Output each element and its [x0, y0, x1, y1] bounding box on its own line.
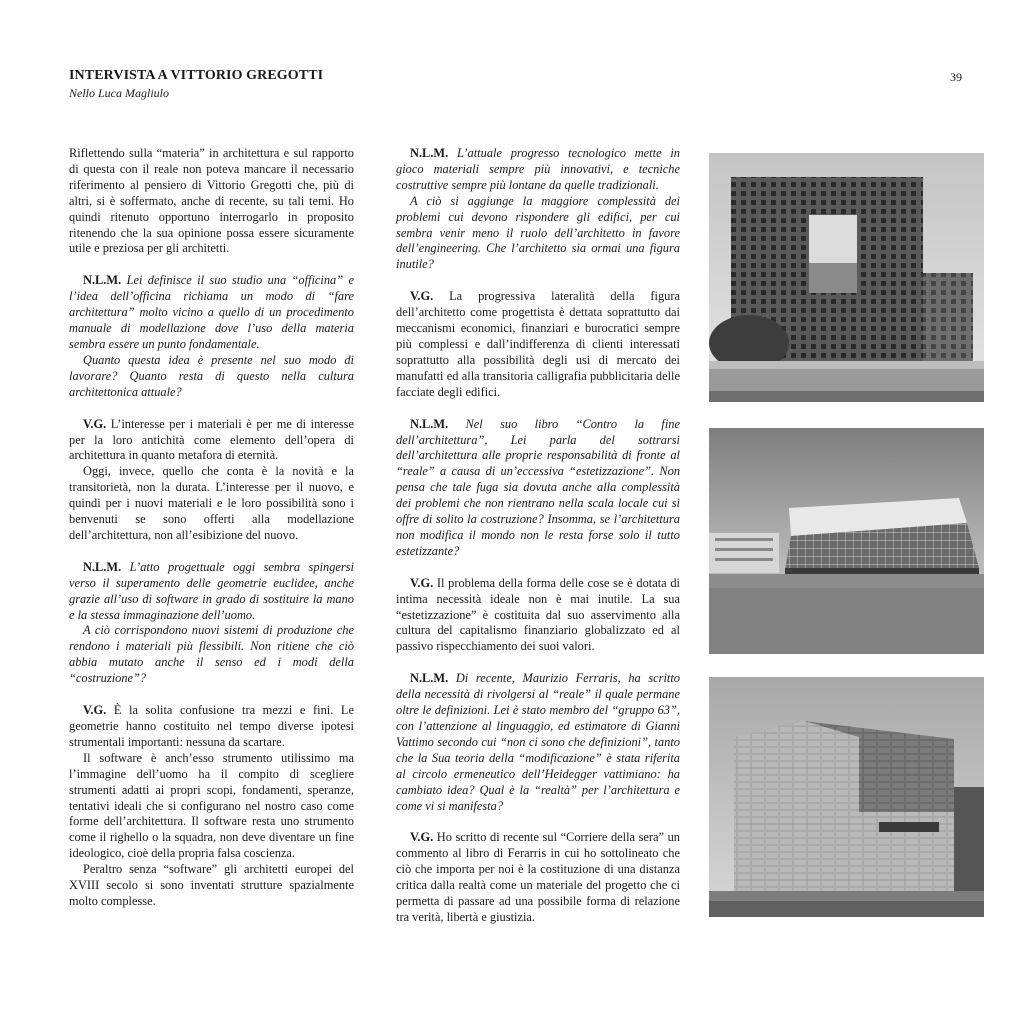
question-2 — [69, 560, 354, 624]
answer-text: Ho scritto di recente sul “Corriere della sera” un commento al libro di Ferarris in cui ho sottolineato che ciò che importa per noi è la costituzione di una distanza critica dalla realtà come un materiale del progetto che ci permetta di passare ad una possibile forma di relazione tra verità, libertà e giustizia. — [396, 830, 680, 924]
answer-text: È la solita confusione tra mezzi e fini. Le geometrie hanno costituito nel tempo diverse ipotesi strumentali importanti: nessuna da scartare. — [69, 703, 354, 749]
question-2-continued: A ciò corrispondono nuovi sistemi di produzione che rendono i materiali più flessibili. Non ritiene che ciò abbia mutato anche il senso ed i modi della “costruzione”? — [69, 623, 354, 686]
speaker-label: V.G. — [410, 575, 434, 590]
building-tower-illustration — [709, 153, 984, 402]
answer-text: La progressiva lateralità della figura dell’architetto come progettista è dettata soprattutto dai meccanismi economici, finanziari e burocratici sempre più complessi e dall’indifferenza di clienti interessati soprattutto alla possibilità degli usi di mercato dei manufatti ed alla transitoria calligrafia pubblicitaria delle facciate degli edifici. — [396, 289, 680, 399]
photo-building-tower — [709, 153, 984, 402]
intro-paragraph: Riflettendo sulla “materia” in architettura e sul rapporto di questa con il reale non poteva mancare il necessario riferimento al pensiero di Vittorio Gregotti che, più di altri, si è soffermato, anche di recente, su tali temi. Ho quindi ritenuto opportuno interrogarlo in proposito ritenendo che la sua opinione possa essere sicuramente utile e preziosa per gli architetti. — [69, 146, 354, 256]
answer-3 — [396, 289, 680, 400]
answer-2-final: Peraltro senza “software” gli architetti europei del XVIII secolo si sono inventati strutture spazialmente molto complesse. — [69, 862, 354, 908]
question-text: L’attuale progresso tecnologico mette in gioco materiali sempre più innovativi, e tecniche costruttive sempre più lontane da quelle tradizionali. — [396, 146, 680, 192]
speaker-label: N.L.M. — [410, 671, 449, 686]
answer-1-continued: Oggi, invece, quello che conta è la novità e la transitorietà, non la durata. L’interesse per il nuovo, e quindi per i nuovi materiali e le loro possibilità sono i benvenuti se sono offerti alla modellazione dell’architettura, non all’esibizione del nuovo. — [69, 464, 354, 542]
article-author: Nello Luca Magliulo — [69, 86, 169, 100]
answer-text: L’interesse per i materiali è per me di interesse per la loro antichità come elemento dell’opera di architettura in quanto metafora di eternità. — [69, 416, 354, 463]
answer-2 — [69, 703, 354, 751]
question-text: Nel suo libro “Contro la fine dell’architettura”, Lei parla del sottrarsi dell’architettura alle proprie responsabilità di fronte al “reale” a causa di un’eccessiva “estetizzazione”. Non pensa che tale fuga sia dovuta anche alla complessità dei problemi che non rientrano nella scala locale cui si offre di solito la costruzione? Insomma, se l’architettura non modifica il mondo non le resta forse solo il tutto estetizzante? — [396, 416, 680, 558]
text-column-left — [69, 146, 354, 910]
question-text: L’atto progettuale oggi sembra spingersi verso il superamento delle geometrie euclidee, anche grazie all’uso di software in grado di sostituire la mano e la stessa immaginazione dell’uomo. — [69, 559, 354, 622]
question-5 — [396, 671, 680, 814]
question-4 — [396, 417, 680, 560]
speaker-label: N.L.M. — [410, 416, 449, 431]
question-1-continued: Quanto questa idea è presente nel suo modo di lavorare? Quanto resta di questo nella cultura architettonica attuale? — [69, 352, 354, 399]
question-text: Di recente, Maurizio Ferraris, ha scritto della necessità di rivolgersi al “reale” il quale permane oltre le definizioni. Lei è stato membro del “gruppo 63”, con l’attenzione al linguaggio, ed estimatore di Gianni Vattimo secondo cui “non ci sono che definizioni”, tanto che la Sua teoria della “modificazione” è stata riferita al circolo ermeneutico dell’Heidegger vattimiano: ha cambiato idea? Qual è la “realtà” per l’architettura e come vi si manifesta? — [396, 671, 680, 813]
speaker-label: V.G. — [410, 289, 434, 304]
article-title: INTERVISTA A VITTORIO GREGOTTI — [69, 68, 324, 83]
answer-2-continued: Il software è anch’esso strumento utilissimo ma l’immagine dell’uomo ha il compito di scegliere strumenti adatti ai propri scopi, fondamenti, speranze, tentativi ideali che si configurano nel nostro caso come forme dell’architettura. Il software resta uno strumento come il righello o la squadra, non deve diventare un fine ideologico, cioè della propria falsa coscienza. — [69, 750, 354, 861]
question-text: Lei definisce il suo studio una “officina” e l’idea dell’officina richiama un modo di “fare architettura” molto vicino a quello di un procedimento manuale di modellazione dove l’uso della materia sembra essere un punto fondamentale. — [69, 273, 354, 351]
speaker-label: N.L.M. — [410, 146, 449, 160]
speaker-label: V.G. — [83, 703, 107, 718]
photo-stone-building — [709, 677, 984, 917]
stone-building-illustration — [709, 677, 984, 917]
theatre-illustration — [709, 428, 984, 654]
question-1 — [69, 273, 354, 353]
speaker-label: V.G. — [410, 830, 434, 845]
speaker-label: N.L.M. — [83, 273, 122, 288]
question-3 — [396, 146, 680, 194]
answer-1 — [69, 417, 354, 465]
answer-text: Il problema della forma delle cose se è dotata di intima necessità ideale non è mai inutile. La sua “estetizzazione” è costituita dal suo asservimento alla cultura del capitalismo finanziario globalizzato ed al passivo rispecchiamento dei suoi valori. — [396, 575, 680, 654]
speaker-label: V.G. — [83, 416, 107, 431]
answer-4 — [396, 576, 680, 656]
page-number: 39 — [950, 70, 962, 84]
photo-theatre — [709, 428, 984, 654]
answer-5 — [396, 830, 680, 925]
question-3-continued: A ciò si aggiunge la maggiore complessità dei problemi cui devono rispondere gli edifici, per cui sembra venir meno il ruolo dell’architetto in favore dell’engineering. Che l’architetto sia ormai una figura inutile? — [396, 193, 680, 272]
speaker-label: N.L.M. — [83, 559, 122, 574]
text-column-middle — [396, 146, 680, 926]
